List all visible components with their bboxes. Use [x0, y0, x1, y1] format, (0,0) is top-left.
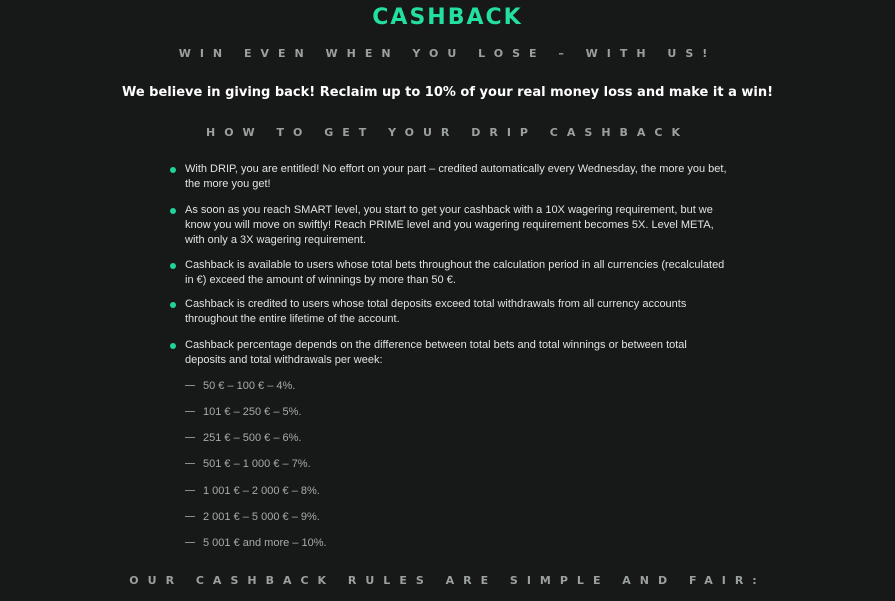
bullet-dot-icon — [170, 208, 176, 214]
tier-item — [185, 537, 327, 550]
tier-text: 251 € – 500 € – 6%. — [203, 432, 302, 444]
list-item-text: As soon as you reach SMART level, you start to get your cashback with a 10X wagering requirement, but we know you will move on swiftly! Reach PRIME level and you wagering requirement becomes 5X. Level META, with only a 3X wagering requirement. — [185, 204, 714, 246]
page-title: CASHBACK — [372, 5, 523, 30]
list-item-text: Cashback is credited to users whose total deposits exceed total withdrawals from all currency accounts throughout the entire lifetime of the account. — [185, 298, 687, 325]
page-subtitle: WIN EVEN WHEN YOU LOSE – WITH US! — [178, 47, 717, 60]
tier-item — [185, 432, 301, 445]
list-item-text: Cashback percentage depends on the difference between total bets and total winnings or between total deposits and total withdrawals per week: — [185, 339, 687, 366]
tier-item — [185, 406, 301, 419]
dash-icon — [185, 516, 195, 517]
tier-text: 101 € – 250 € – 5%. — [203, 406, 302, 418]
dash-icon — [185, 437, 195, 438]
list-item-text: With DRIP, you are entitled! No effort on your part – credited automatically every Wednesday, the more you bet, the more you get! — [185, 163, 727, 190]
tier-text: 2 001 € – 5 000 € – 9%. — [203, 511, 320, 523]
tier-text: 501 € – 1 000 € – 7%. — [203, 458, 311, 470]
lead-text: We believe in giving back! Reclaim up to 10% of your real money loss and make it a win! — [121, 85, 774, 100]
dash-icon — [185, 542, 195, 543]
tier-item — [185, 511, 320, 524]
tier-item — [185, 458, 311, 471]
dash-icon — [185, 490, 195, 491]
bullet-dot-icon — [170, 263, 176, 269]
dash-icon — [185, 411, 195, 412]
how-to-heading: HOW TO GET YOUR DRIP CASHBACK — [205, 126, 690, 139]
bullet-dot-icon — [170, 302, 176, 308]
bullet-dot-icon — [170, 343, 176, 349]
tier-text: 5 001 € and more – 10%. — [203, 537, 327, 549]
tier-text: 1 001 € – 2 000 € – 8%. — [203, 485, 320, 497]
dash-icon — [185, 385, 195, 386]
tier-item — [185, 485, 320, 498]
bullet-dot-icon — [170, 167, 176, 173]
dash-icon — [185, 463, 195, 464]
tier-text: 50 € – 100 € – 4%. — [203, 380, 296, 392]
list-item-text: Cashback is available to users whose total bets throughout the calculation period in all currencies (recalculated in €) exceed the amount of winnings by more than 50 €. — [185, 259, 725, 286]
rules-heading: OUR CASHBACK RULES ARE SIMPLE AND FAIR: — [129, 574, 766, 587]
tier-item — [185, 380, 295, 393]
